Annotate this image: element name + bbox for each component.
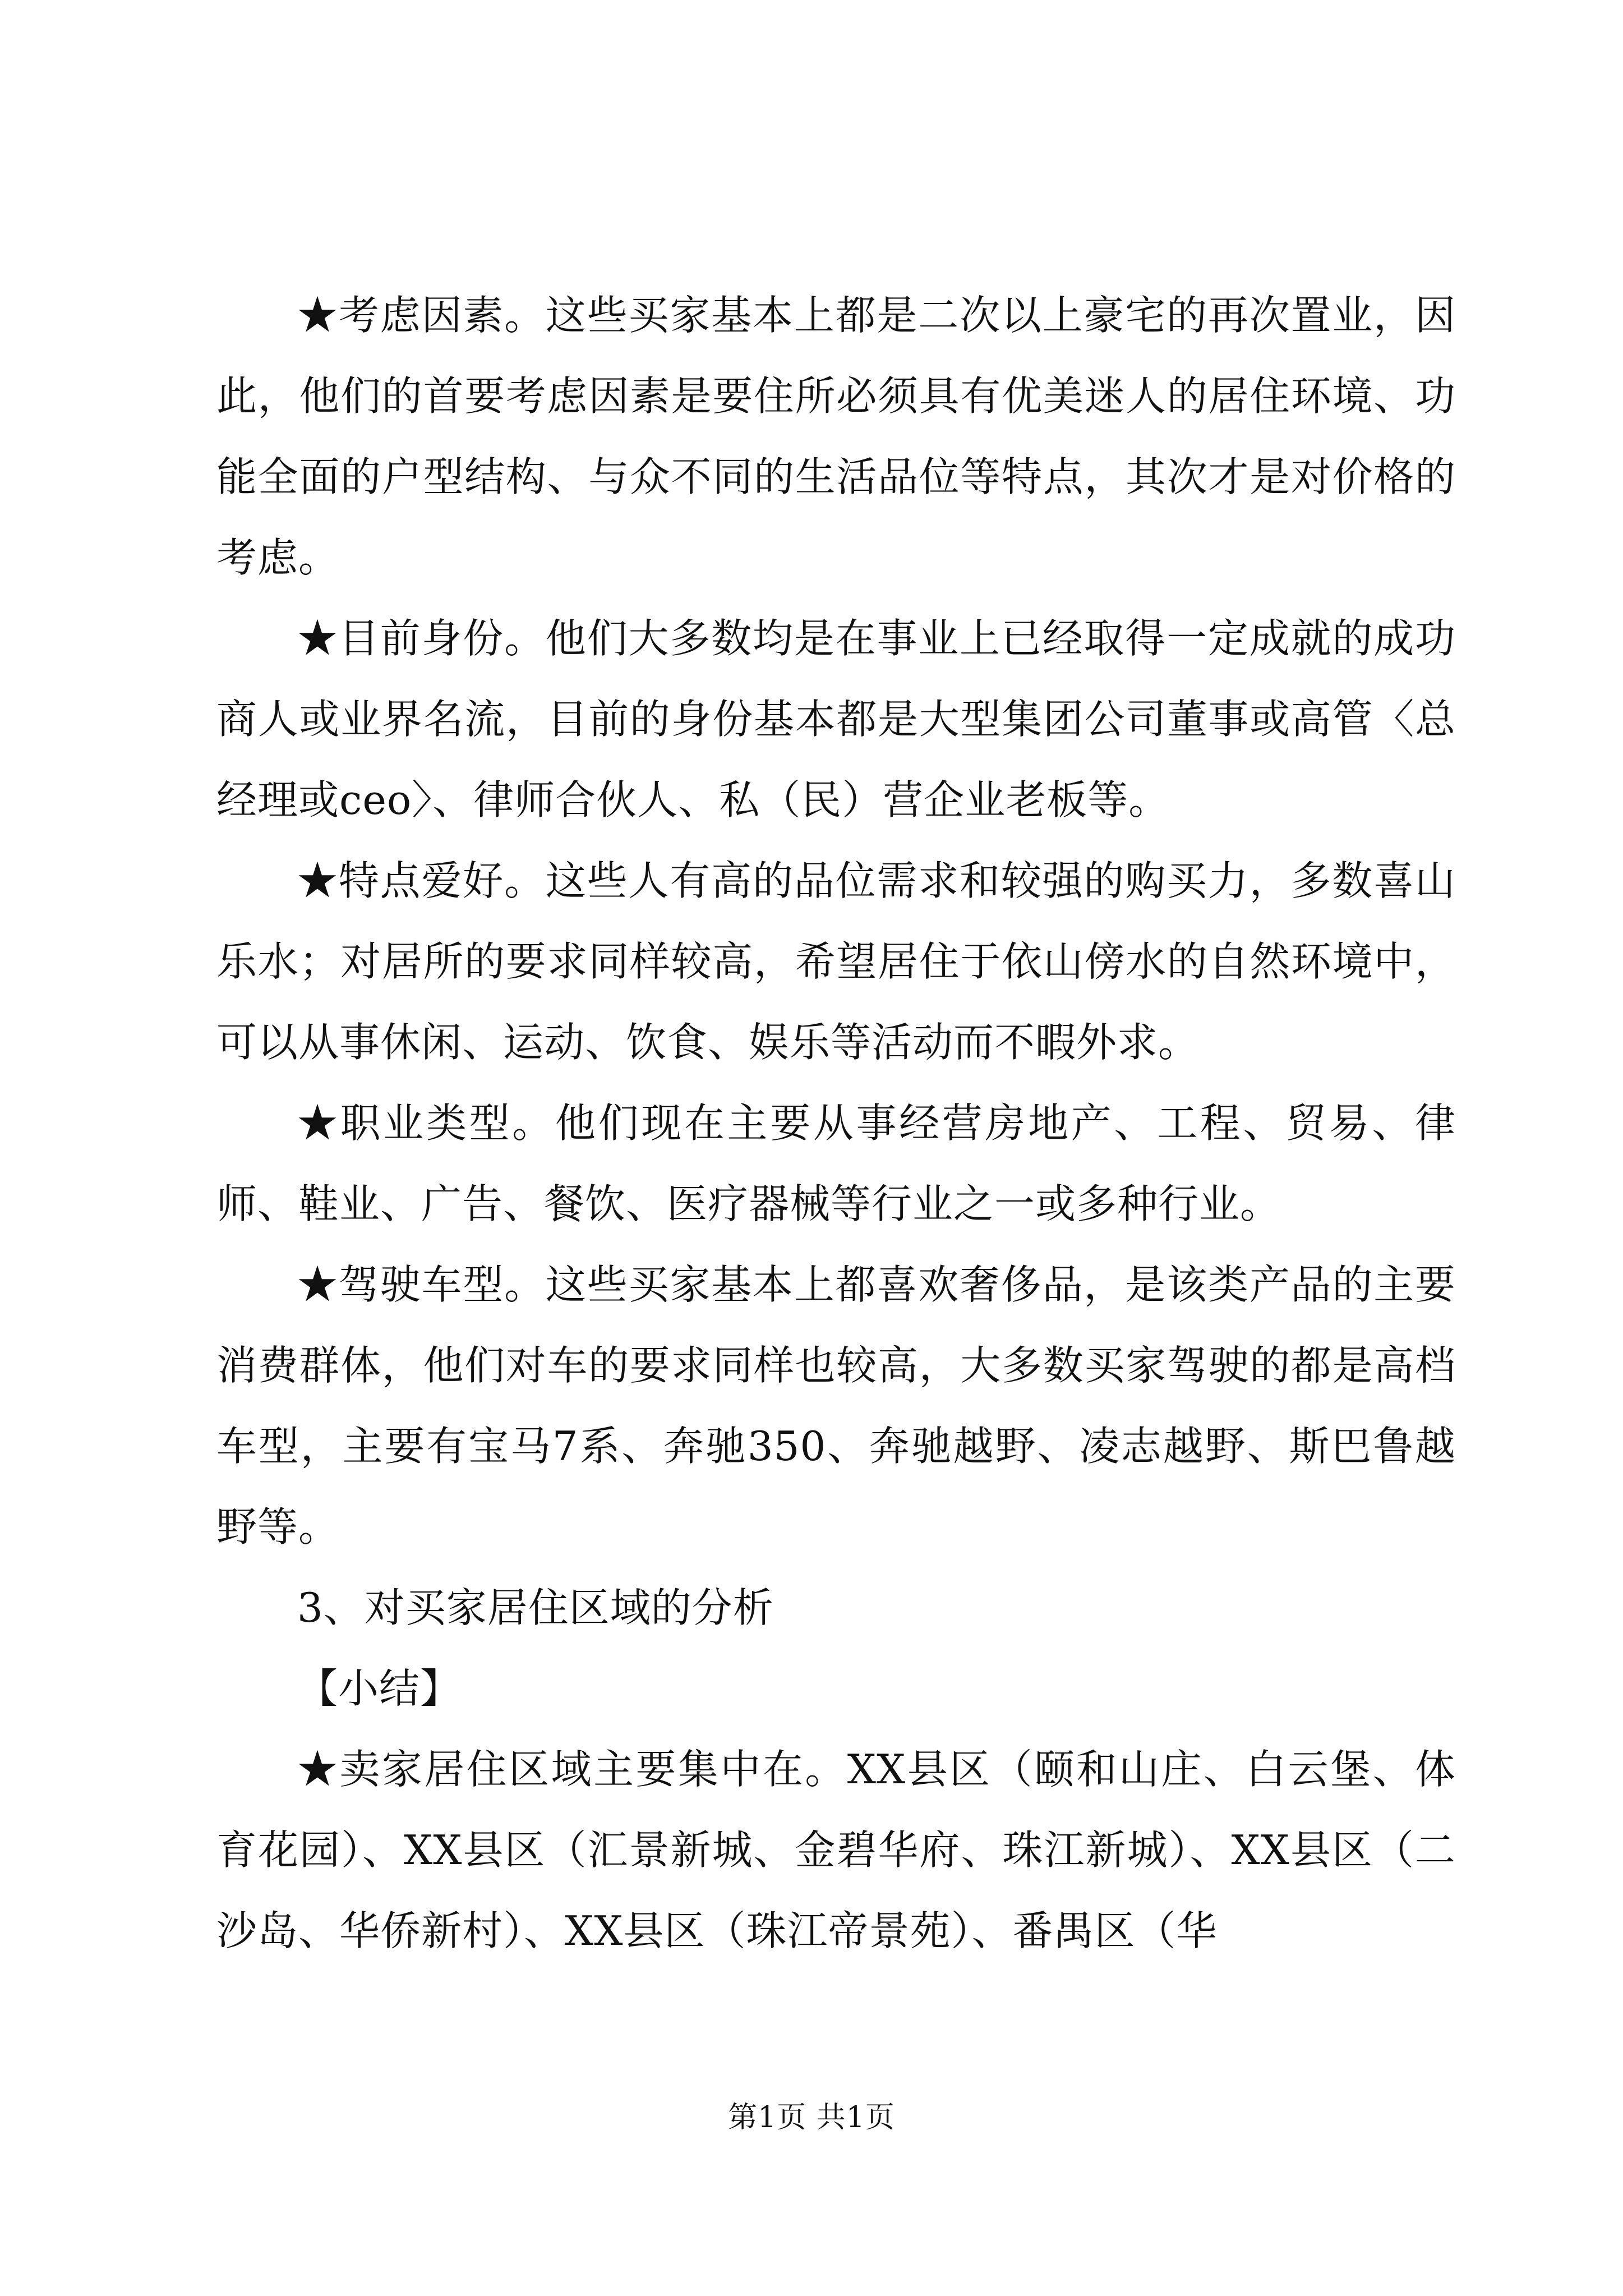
paragraph-consideration-factors: ★考虑因素。这些买家基本上都是二次以上豪宅的再次置业，因此，他们的首要考虑因素是要住所必须具有优美迷人的居住环境、功能全面的户型结构、与众不同的生活品位等特点，其次才是对价格的考虑。: [216, 292, 1456, 581]
summary-heading: 【小结】: [297, 1665, 462, 1712]
document-body: [216, 275, 1456, 1971]
page-footer: 第1页 共1页: [728, 2101, 895, 2134]
section-heading: 3、对买家居住区域的分析: [297, 1584, 774, 1631]
paragraph-occupation: ★职业类型。他们现在主要从事经营房地产、工程、贸易、律师、鞋业、广告、餐饮、医疗器械等行业之一或多种行业。: [216, 1099, 1456, 1227]
paragraph-current-identity: ★目前身份。他们大多数均是在事业上已经取得一定成就的成功商人或业界名流，目前的身份基本都是大型集团公司董事或高管〈总经理或ceo〉、律师合伙人、私（民）营企业老板等。: [216, 615, 1456, 823]
paragraph-vehicle: ★驾驶车型。这些买家基本上都喜欢奢侈品，是该类产品的主要消费群体，他们对车的要求同样也较高，大多数买家驾驶的都是高档车型，主要有宝马7系、奔驰350、奔驰越野、凌志越野、斯巴鲁越野等。: [216, 1261, 1456, 1550]
paragraph-interests: ★特点爱好。这些人有高的品位需求和较强的购买力，多数喜山乐水；对居所的要求同样较高，希望居住于依山傍水的自然环境中，可以从事休闲、运动、饮食、娱乐等活动而不暇外求。: [216, 857, 1456, 1066]
paragraph-residential-area: ★卖家居住区域主要集中在。XX县区（颐和山庄、白云堡、体育花园）、XX县区（汇景新城、金碧华府、珠江新城）、XX县区（二沙岛、华侨新村）、XX县区（珠江帝景苑）、番禺区（华: [216, 1746, 1456, 1954]
